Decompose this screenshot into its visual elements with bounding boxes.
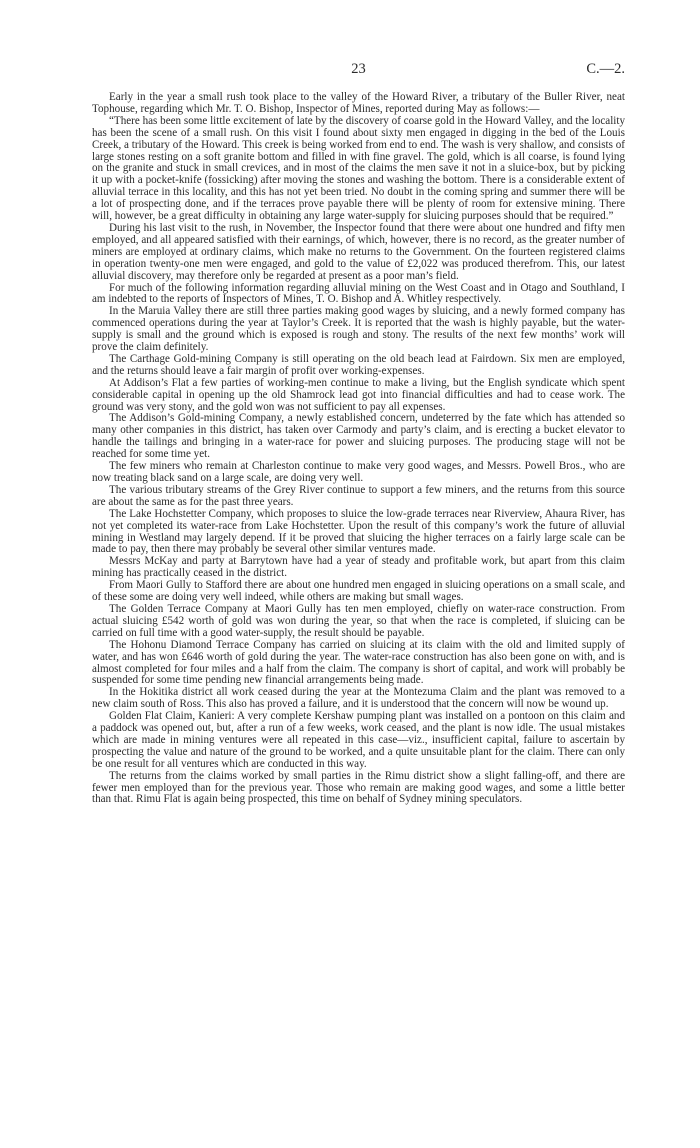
paragraph: From Maori Gully to Stafford there are about one hundred men engaged in sluicing operations on a small scale, and of these some are doing very well indeed, while others are making but small wages. xyxy=(92,579,625,604)
paragraph: For much of the following information regarding alluvial mining on the West Coast and in Otago and Southland, I am indebted to the reports of Inspectors of Mines, T. O. Bishop and A. Whitley respectively. xyxy=(92,281,625,306)
paragraph: In the Maruia Valley there are still three parties making good wages by sluicing, and a newly formed company has commenced operations during the year at Taylor’s Creek. It is reported that the wash is highly payable, but the water-supply is small and the ground which is exposed is rough and stony. The results of the next few months’ work will prove the claim definitely. xyxy=(92,305,625,354)
paragraph: The various tributary streams of the Grey River continue to support a few miners, and the returns from this source are about the same as for the past three years. xyxy=(92,483,625,508)
document-reference: C.—2. xyxy=(586,61,625,77)
paragraph: During his last visit to the rush, in November, the Inspector found that there were about one hundred and fifty men employed, and all appeared satisfied with their earnings, of which, however, there is no record, as the greater number of miners are employed at ordinary claims, which make no returns to the Government. On the fourteen registered claims in operation twenty-one men were engaged, and gold to the value of £2,022 was produced therefrom. This, our latest alluvial discovery, may therefore only be regarded at present as a poor man’s field. xyxy=(92,221,625,282)
page-number: 23 xyxy=(351,61,366,77)
paragraph: The Lake Hochstetter Company, which proposes to sluice the low-grade terraces near Riverview, Ahaura River, has not yet completed its water-race from Lake Hochstetter. Upon the result of this company’s work the future of alluvial mining in Westland may largely depend. If it be proved that sluicing the higher terraces on a fairly large scale can be made to pay, then there may probably be several other similar ventures made. xyxy=(92,507,625,556)
paragraph: The Golden Terrace Company at Maori Gully has ten men employed, chiefly on water-race construction. From actual sluicing £542 worth of gold was won during the year, so that when the race is completed, if sluicing can be carried on full time with a good water-supply, the result should be payable. xyxy=(92,602,625,639)
paragraph: “There has been some little excitement of late by the discovery of coarse gold in the Howard Valley, and the locality has been the scene of a small rush. On this visit I found about sixty men engaged in digging in the bed of the Louis Creek, a tributary of the Howard. This creek is being worked from end to end. The wash is very shallow, and consists of large stones resting on a soft granite bottom and filled in with fine gravel. The gold, which is all coarse, is found lying on the granite and stuck in small crevices, and in most of the claims the men save it not in a sluice-box, but by picking it up with a pocket-knife (fossicking) after moving the stones and washing the bottom. There is a considerable extent of alluvial terrace in this locality, and this has not yet been tried. No doubt in the coming spring and summer there will be a lot of prospecting done, and if the terraces prove payable there will be plenty of room for extensive mining. There will, however, be a great difficulty in obtaining any large water-supply for sluicing purposes should that be required.” xyxy=(92,114,625,223)
paragraph: The few miners who remain at Charleston continue to make very good wages, and Messrs. Powell Bros., who are now treating black sand on a large scale, are doing very well. xyxy=(92,460,625,484)
paragraph: Early in the year a small rush took place to the valley of the Howard River, a tributary of the Buller River, neat Tophouse, regarding which Mr. T. O. Bishop, Inspector of Mines, reported during May as follows:— xyxy=(92,91,625,115)
paragraph: The returns from the claims worked by small parties in the Rimu district show a slight falling-off, and there are fewer men employed than for the previous year. Those who remain are making good wages, and some a little better than that. Rimu Flat is again being prospected, this time on behalf of Sydney mining speculators. xyxy=(92,769,625,806)
paragraph: The Hohonu Diamond Terrace Company has carried on sluicing at its claim with the old and limited supply of water, and has won £646 worth of gold during the year. The water-race construction has also been gone on with, and is almost completed for four miles and a half from the claim. The company is short of capital, and work will probably be suspended for some time pending new financial arrangements being made. xyxy=(92,638,625,687)
page-header xyxy=(92,61,625,79)
paragraph: The Addison’s Gold-mining Company, a newly established concern, undeterred by the fate which has attended so many other companies in this district, has taken over Carmody and party’s claim, and is erecting a bucket elevator to handle the tailings and bringing in a water-race for power and sluicing purposes. The producing stage will not be reached for some time yet. xyxy=(92,412,625,461)
paragraph: Messrs McKay and party at Barrytown have had a year of steady and profitable work, but apart from this claim mining has practically ceased in the district. xyxy=(92,555,625,580)
paragraph: In the Hokitika district all work ceased during the year at the Montezuma Claim and the plant was removed to a new claim south of Ross. This also has proved a failure, and it is understood that the concern will now be wound up. xyxy=(92,686,625,711)
body-text xyxy=(92,92,625,806)
paragraph: At Addison’s Flat a few parties of working-men continue to make a living, but the English syndicate which spent considerable capital in opening up the old Shamrock lead got into financial difficulties and had to cease work. The ground was very stony, and the gold won was not sufficient to pay all expenses. xyxy=(92,376,625,413)
paragraph: The Carthage Gold-mining Company is still operating on the old beach lead at Fairdown. Six men are employed, and the returns should leave a fair margin of profit over working-expenses. xyxy=(92,352,625,377)
paragraph: Golden Flat Claim, Kanieri: A very complete Kershaw pumping plant was installed on a pontoon on this claim and a paddock was opened out, but, after a run of a few weeks, work ceased, and the plant is now idle. The usual mistakes which are made in mining ventures were all repeated in this case—viz., insufficient capital, failure to ascertain by prospecting the value and nature of the ground to be worked, and a quite unsuitable plant for the claim. There can only be one result for all ventures which are conducted in this way. xyxy=(92,710,625,770)
